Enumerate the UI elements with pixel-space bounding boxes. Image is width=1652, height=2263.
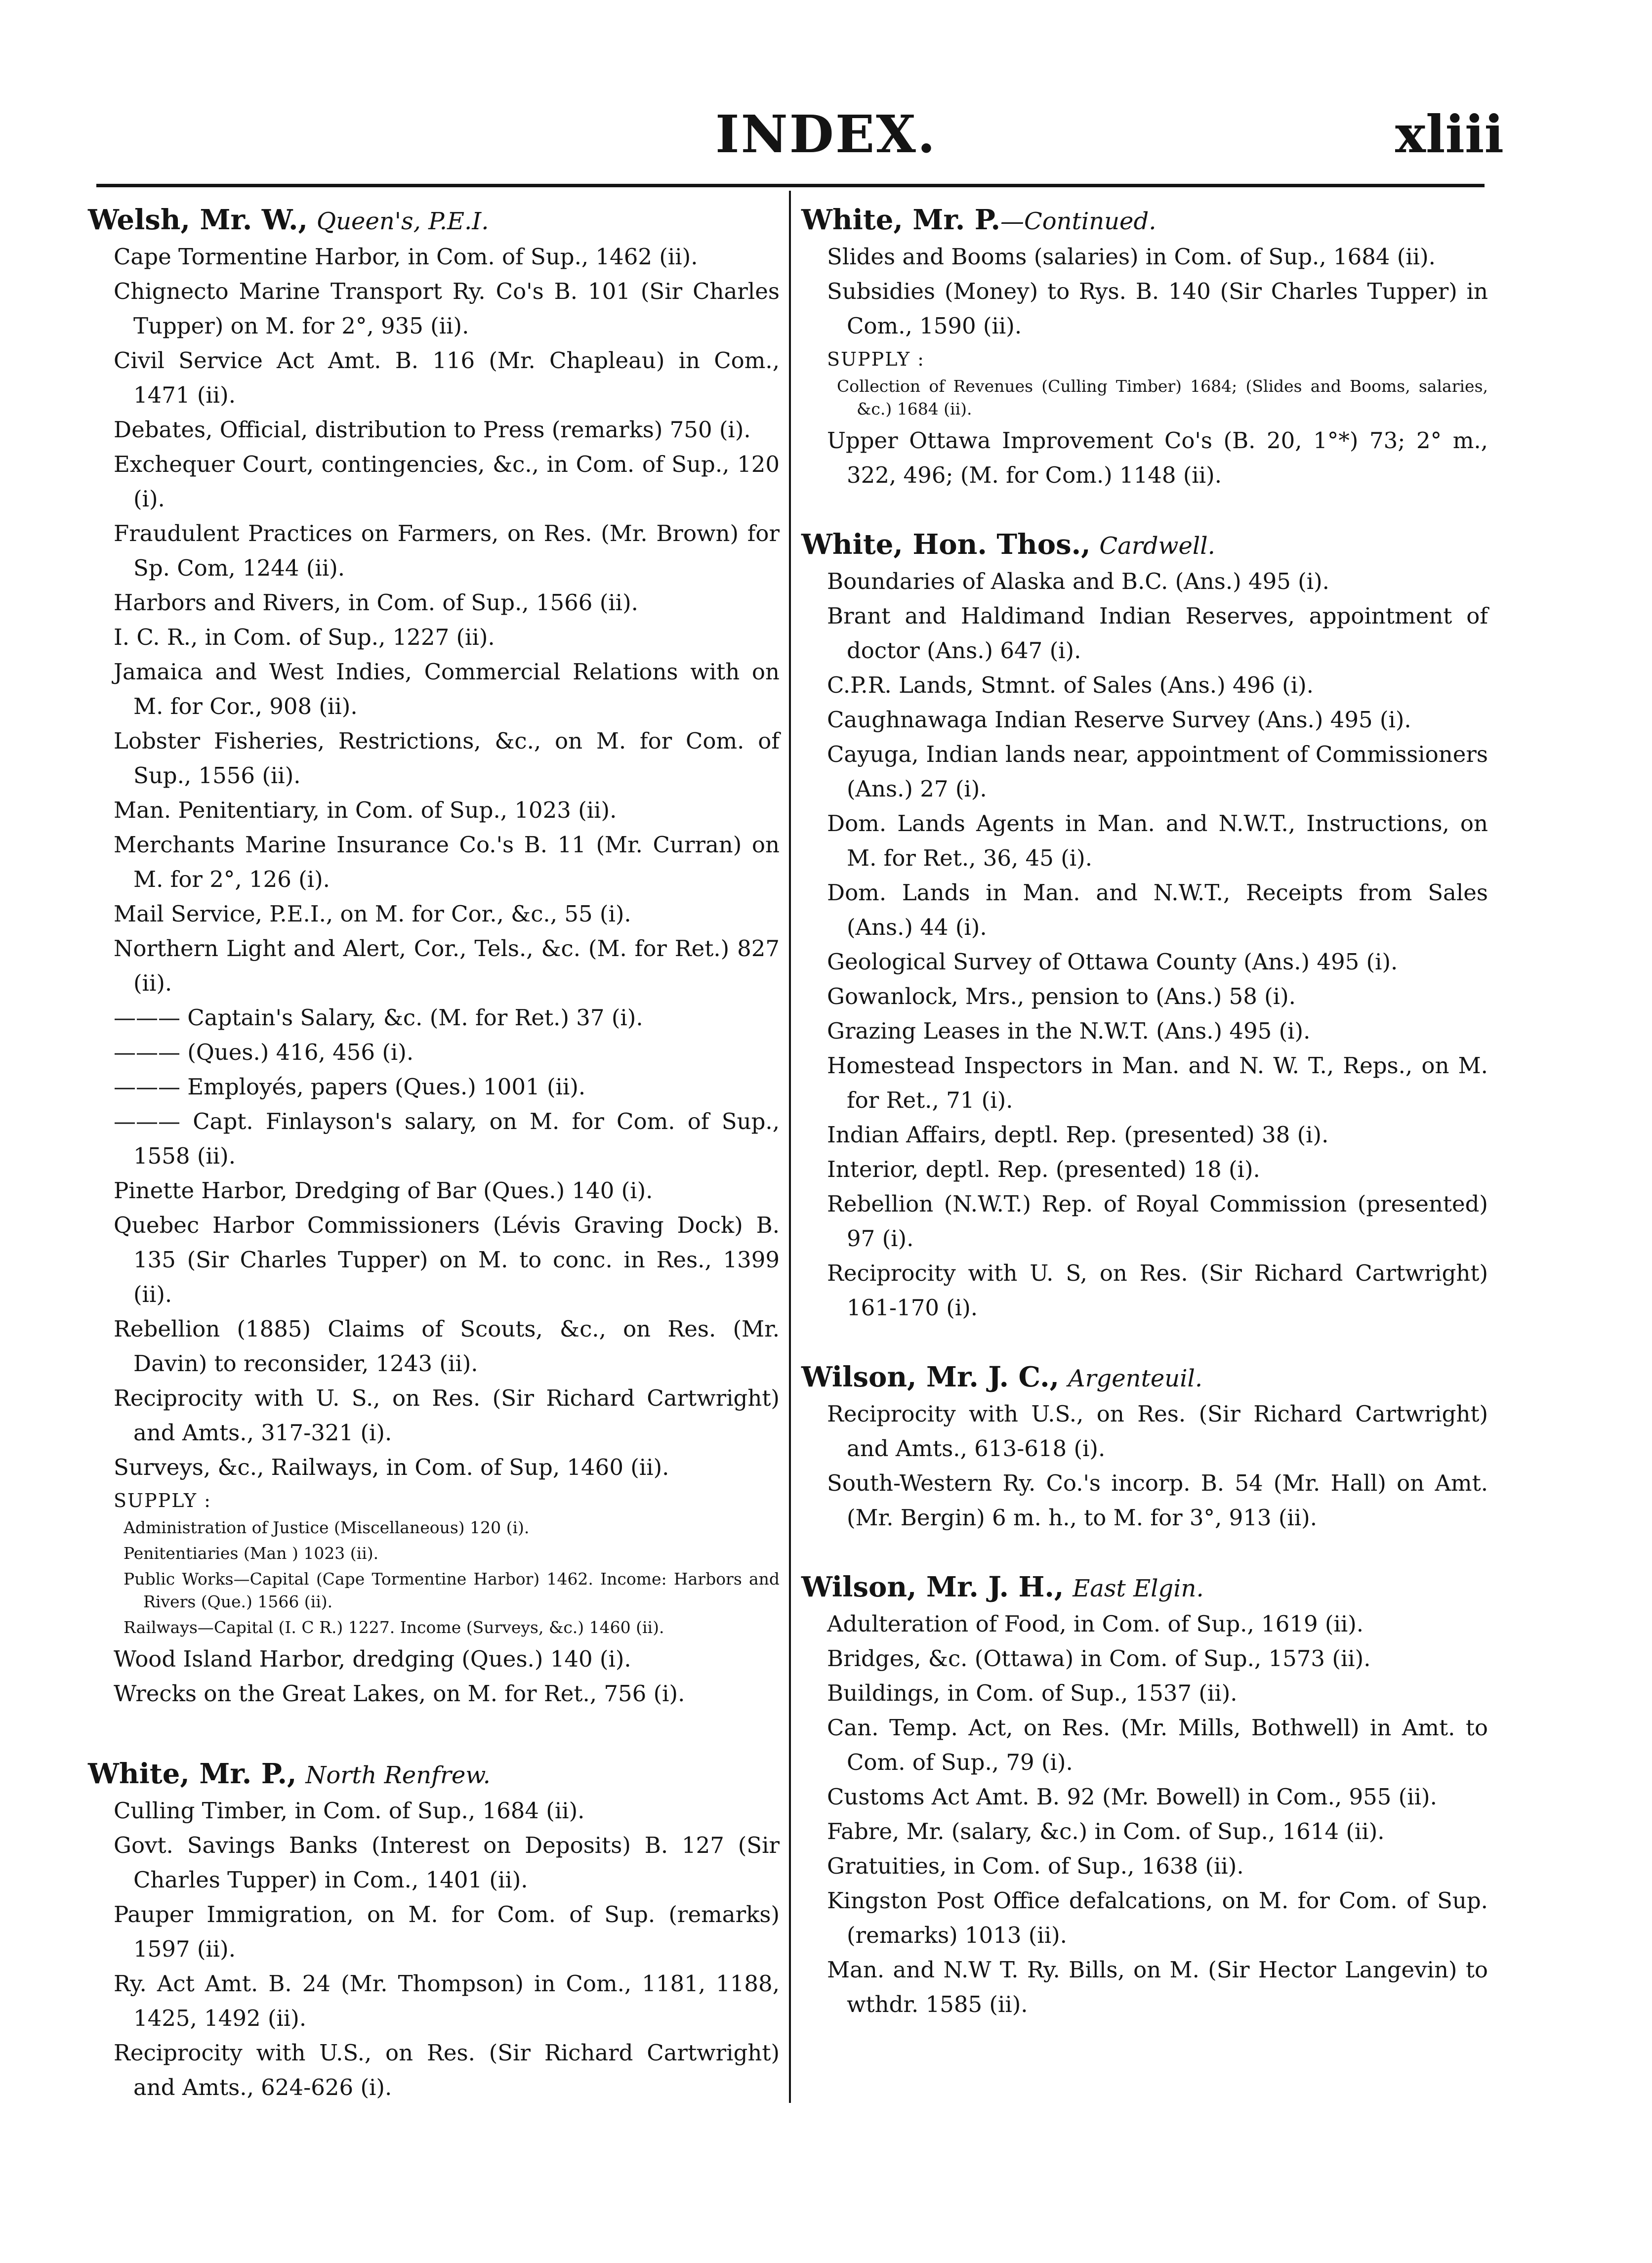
member-block <box>88 202 780 1711</box>
index-entry: Merchants Marine Insurance Co.'s B. 11 (Mr. Curran) on M. for 2°, 126 (i). <box>114 832 780 892</box>
index-entry: Grazing Leases in the N.W.T. (Ans.) 495 (i). <box>827 1018 1311 1044</box>
member-name: Wilson, Mr. J. C., <box>801 1361 1060 1393</box>
index-entry: Surveys, &c., Railways, in Com. of Sup, 1460 (ii). <box>114 1454 669 1480</box>
supply-label: SUPPLY : <box>114 1490 211 1511</box>
index-entry: Exchequer Court, contingencies, &c., in Com. of Sup., 120 (i). <box>114 451 780 512</box>
supply-item: Penitentiaries (Man ) 1023 (ii). <box>124 1544 379 1563</box>
member-name: White, Mr. P. <box>801 204 1001 236</box>
index-entry: Can. Temp. Act, on Res. (Mr. Mills, Bothwell) in Amt. to Com. of Sup., 79 (i). <box>827 1715 1488 1775</box>
supply-item: Public Works—Capital (Cape Tormentine Harbor) 1462. Income: Harbors and Rivers (Que.) 1566 (ii). <box>124 1569 780 1611</box>
index-entry: Indian Affairs, deptl. Rep. (presented) 38 (i). <box>827 1122 1329 1148</box>
member-heading <box>801 202 1488 240</box>
member-name: White, Hon. Thos., <box>801 528 1091 561</box>
index-entry: Gratuities, in Com. of Sup., 1638 (ii). <box>827 1853 1244 1879</box>
index-entry: Cayuga, Indian lands near, appointment of Commissioners (Ans.) 27 (i). <box>827 741 1488 802</box>
index-entry: Culling Timber, in Com. of Sup., 1684 (ii). <box>114 1798 585 1824</box>
index-entry: Rebellion (1885) Claims of Scouts, &c., on Res. (Mr. Davin) to reconsider, 1243 (ii). <box>114 1316 780 1377</box>
member-name: Wilson, Mr. J. H., <box>801 1571 1064 1603</box>
index-entry: Chignecto Marine Transport Ry. Co's B. 101 (Sir Charles Tupper) on M. for 2°, 935 (ii). <box>114 278 780 339</box>
right-column <box>801 202 1488 2022</box>
index-entry: I. C. R., in Com. of Sup., 1227 (ii). <box>114 624 495 650</box>
index-entry: Fabre, Mr. (salary, &c.) in Com. of Sup., 1614 (ii). <box>827 1818 1385 1844</box>
index-entry: C.P.R. Lands, Stmnt. of Sales (Ans.) 496 (i). <box>827 672 1314 698</box>
member-riding: Argenteuil. <box>1068 1365 1203 1392</box>
index-entry: Interior, deptl. Rep. (presented) 18 (i). <box>827 1156 1260 1182</box>
index-entry: Upper Ottawa Improvement Co's (B. 20, 1°*) 73; 2° m., 322, 496; (M. for Com.) 1148 (ii). <box>827 427 1488 488</box>
index-entry: Reciprocity with U.S., on Res. (Sir Richard Cartwright) and Amts., 613-618 (i). <box>827 1401 1488 1462</box>
index-entry: Dom. Lands in Man. and N.W.T., Receipts from Sales (Ans.) 44 (i). <box>827 880 1488 940</box>
member-block <box>88 1756 780 2105</box>
header-rule <box>96 184 1485 187</box>
index-entry: ——— Capt. Finlayson's salary, on M. for Com. of Sup., 1558 (ii). <box>114 1108 780 1169</box>
index-entry: Reciprocity with U. S., on Res. (Sir Richard Cartwright) and Amts., 317-321 (i). <box>114 1385 780 1446</box>
supply-item: Railways—Capital (I. C R.) 1227. Income (Surveys, &c.) 1460 (ii). <box>124 1618 664 1637</box>
member-block <box>801 1569 1488 2022</box>
supply-label: SUPPLY : <box>827 348 925 370</box>
index-entry: Geological Survey of Ottawa County (Ans.) 495 (i). <box>827 949 1398 975</box>
index-entry: Boundaries of Alaska and B.C. (Ans.) 495 (i). <box>827 568 1329 594</box>
index-entry: ——— Captain's Salary, &c. (M. for Ret.) 37 (i). <box>114 1005 643 1031</box>
member-heading <box>88 202 780 240</box>
index-entry: Wood Island Harbor, dredging (Ques.) 140 (i). <box>114 1646 631 1672</box>
member-riding: Cardwell. <box>1099 532 1215 560</box>
index-entry: Jamaica and West Indies, Commercial Relations with on M. for Cor., 908 (ii). <box>114 659 780 719</box>
index-entry: Mail Service, P.E.I., on M. for Cor., &c., 55 (i). <box>114 901 631 927</box>
index-entry: Northern Light and Alert, Cor., Tels., &c. (M. for Ret.) 827 (ii). <box>114 935 780 996</box>
index-entry: Harbors and Rivers, in Com. of Sup., 1566 (ii). <box>114 589 638 616</box>
index-entry: ——— (Ques.) 416, 456 (i). <box>114 1039 414 1065</box>
index-entry: Dom. Lands Agents in Man. and N.W.T., Instructions, on M. for Ret., 36, 45 (i). <box>827 810 1488 871</box>
index-entry: Man. Penitentiary, in Com. of Sup., 1023 (ii). <box>114 797 617 823</box>
member-name: Welsh, Mr. W., <box>88 204 308 236</box>
member-heading <box>88 1756 780 1794</box>
member-heading <box>801 1569 1488 1607</box>
index-entry: Pauper Immigration, on M. for Com. of Sup. (remarks) 1597 (ii). <box>114 1901 780 1962</box>
index-entry: Reciprocity with U. S, on Res. (Sir Richard Cartwright) 161-170 (i). <box>827 1260 1488 1321</box>
index-entry: Ry. Act Amt. B. 24 (Mr. Thompson) in Com., 1181, 1188, 1425, 1492 (ii). <box>114 1970 780 2031</box>
member-block <box>801 1359 1488 1535</box>
member-riding: East Elgin. <box>1073 1575 1204 1602</box>
index-entry: Slides and Booms (salaries) in Com. of Sup., 1684 (ii). <box>827 244 1436 270</box>
index-entry: Debates, Official, distribution to Press (remarks) 750 (i). <box>114 417 751 443</box>
column-divider <box>789 191 791 2103</box>
member-block <box>801 526 1488 1325</box>
index-entry: Buildings, in Com. of Sup., 1537 (ii). <box>827 1680 1238 1706</box>
left-column <box>88 202 780 2105</box>
index-entry: Lobster Fisheries, Restrictions, &c., on M. for Com. of Sup., 1556 (ii). <box>114 728 780 789</box>
page-title: INDEX. <box>715 104 937 165</box>
index-entry: Subsidies (Money) to Rys. B. 140 (Sir Charles Tupper) in Com., 1590 (ii). <box>827 278 1488 339</box>
index-entry: Bridges, &c. (Ottawa) in Com. of Sup., 1573 (ii). <box>827 1645 1371 1672</box>
supply-item: Administration of Justice (Miscellaneous) 120 (i). <box>124 1518 530 1537</box>
index-entry: Homestead Inspectors in Man. and N. W. T., Reps., on M. for Ret., 71 (i). <box>827 1052 1488 1113</box>
member-name: White, Mr. P., <box>88 1758 297 1790</box>
index-entry: Civil Service Act Amt. B. 116 (Mr. Chapleau) in Com., 1471 (ii). <box>114 347 780 408</box>
index-entry: Gowanlock, Mrs., pension to (Ans.) 58 (i). <box>827 983 1296 1009</box>
index-entry: Reciprocity with U.S., on Res. (Sir Richard Cartwright) and Amts., 624-626 (i). <box>114 2040 780 2100</box>
index-entry: Caughnawaga Indian Reserve Survey (Ans.) 495 (i). <box>827 707 1411 733</box>
index-entry: Govt. Savings Banks (Interest on Deposits) B. 127 (Sir Charles Tupper) in Com., 1401 (ii). <box>114 1832 780 1893</box>
page-number: xliii <box>1395 104 1504 165</box>
index-entry: Adulteration of Food, in Com. of Sup., 1619 (ii). <box>827 1611 1364 1637</box>
member-riding: North Renfrew. <box>305 1761 491 1789</box>
index-entry: Brant and Haldimand Indian Reserves, appointment of doctor (Ans.) 647 (i). <box>827 603 1488 664</box>
supply-item: Collection of Revenues (Culling Timber) 1684; (Slides and Booms, salaries, &c.) 1684 (ii). <box>837 377 1488 419</box>
index-entry: Man. and N.W T. Ry. Bills, on M. (Sir Hector Langevin) to wthdr. 1585 (ii). <box>827 1957 1488 2017</box>
index-entry: Quebec Harbor Commissioners (Lévis Graving Dock) B. 135 (Sir Charles Tupper) on M. to conc. in Res., 1399 (ii). <box>114 1212 780 1307</box>
continued-label: —Continued. <box>1000 208 1156 235</box>
index-entry: ——— Employés, papers (Ques.) 1001 (ii). <box>114 1074 586 1100</box>
member-heading <box>801 1359 1488 1397</box>
index-entry: Cape Tormentine Harbor, in Com. of Sup., 1462 (ii). <box>114 244 698 270</box>
member-block <box>801 202 1488 493</box>
index-entry: Rebellion (N.W.T.) Rep. of Royal Commission (presented) 97 (i). <box>827 1191 1488 1252</box>
index-entry: Pinette Harbor, Dredging of Bar (Ques.) 140 (i). <box>114 1177 653 1204</box>
index-entry: South-Western Ry. Co.'s incorp. B. 54 (Mr. Hall) on Amt. (Mr. Bergin) 6 m. h., to M. for 3°, 913 (ii). <box>827 1470 1488 1531</box>
index-entry: Wrecks on the Great Lakes, on M. for Ret., 756 (i). <box>114 1680 685 1707</box>
index-entry: Customs Act Amt. B. 92 (Mr. Bowell) in Com., 955 (ii). <box>827 1784 1437 1810</box>
member-riding: Queen's, P.E.I. <box>316 208 489 235</box>
member-heading <box>801 526 1488 564</box>
index-entry: Fraudulent Practices on Farmers, on Res. (Mr. Brown) for Sp. Com, 1244 (ii). <box>114 520 780 581</box>
index-entry: Kingston Post Office defalcations, on M. for Com. of Sup. (remarks) 1013 (ii). <box>827 1887 1488 1948</box>
